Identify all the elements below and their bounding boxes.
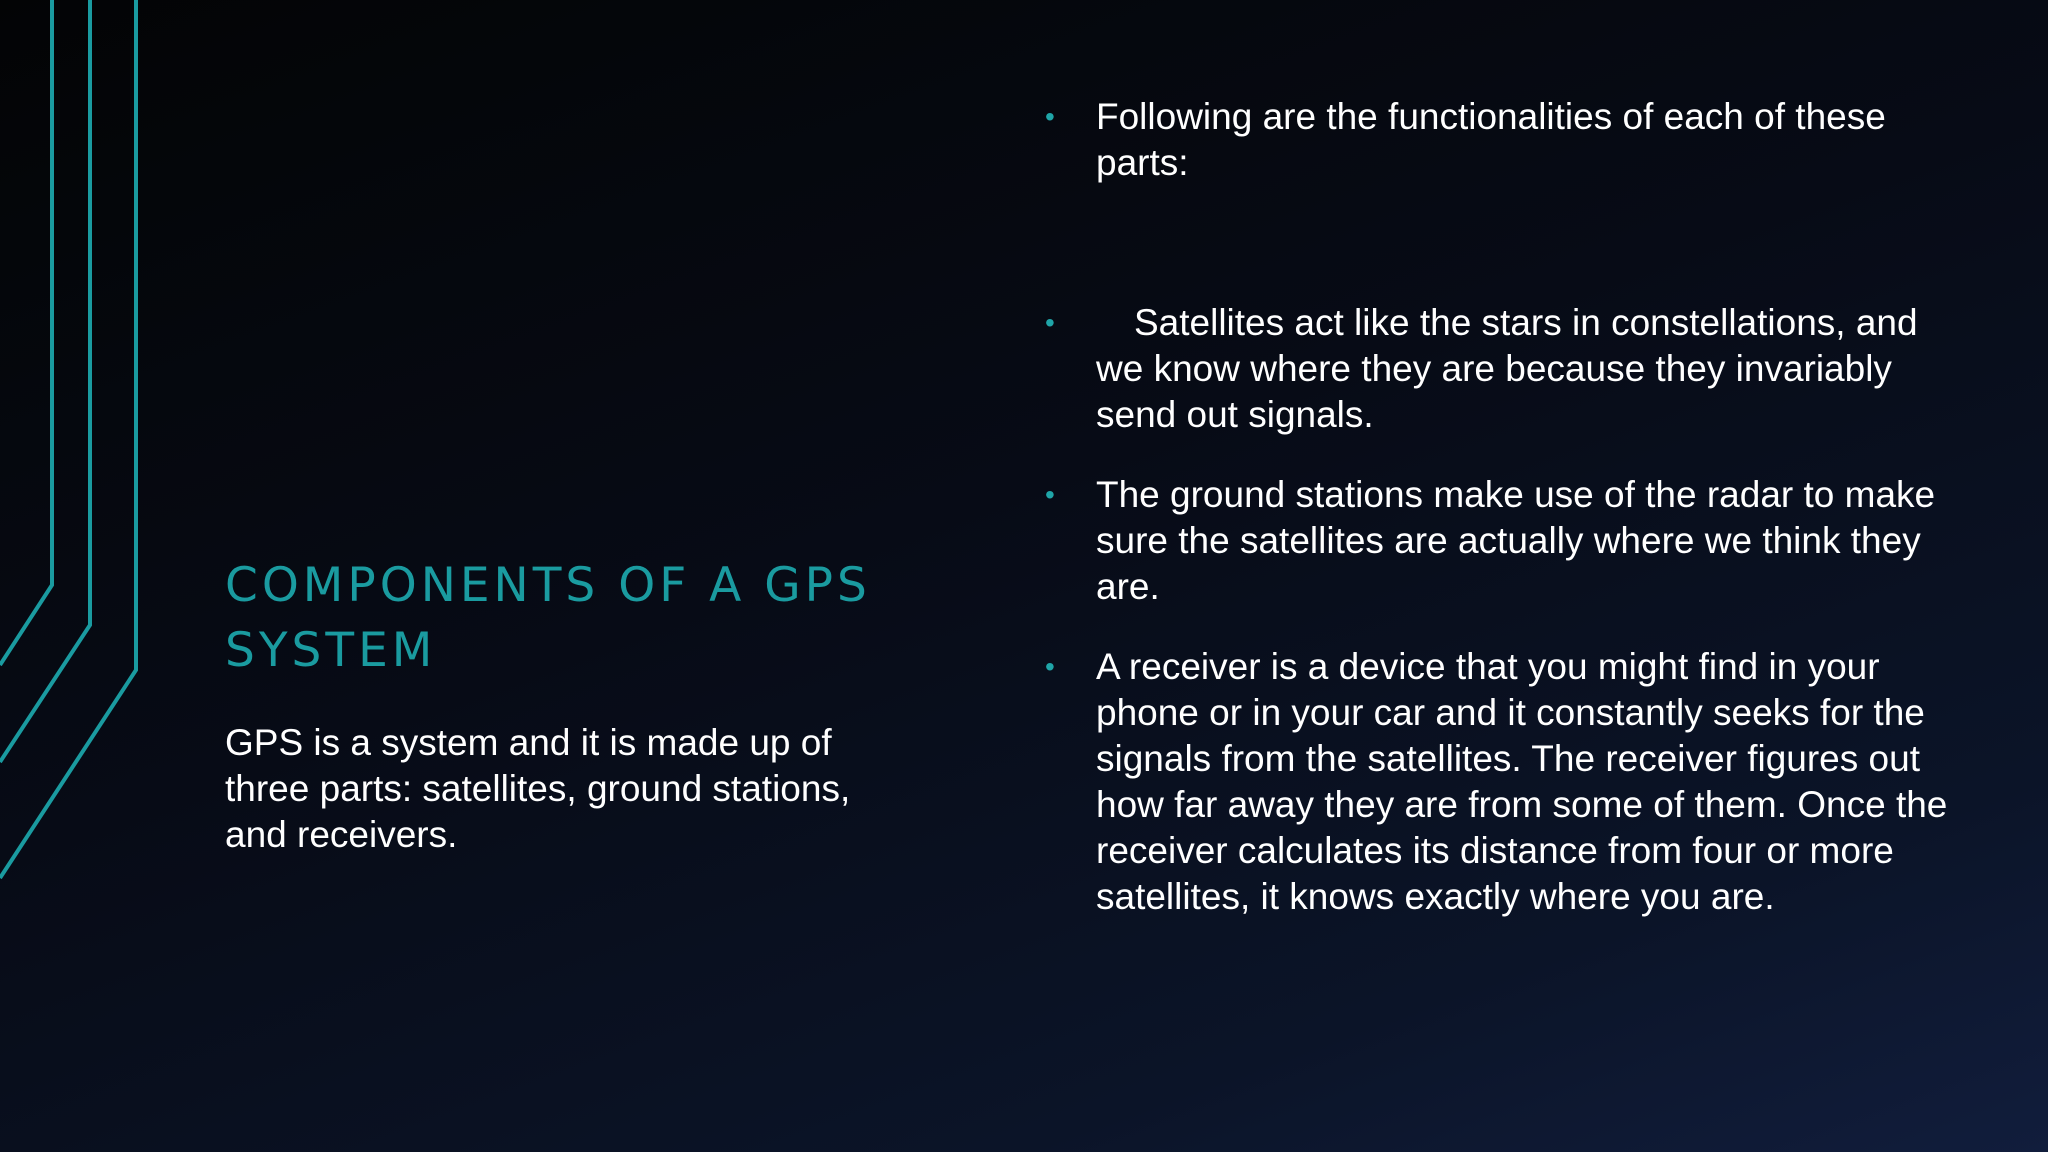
bullet-text: Satellites act like the stars in constellations, and we know where they are because they invariably send out signals. — [1096, 302, 1918, 435]
bullet-dot-icon: • — [1045, 479, 1055, 510]
bullet-dot-icon: • — [1045, 307, 1055, 338]
bullet-item — [1045, 644, 1975, 920]
bullet-item — [1045, 300, 1975, 438]
deco-line-outer — [0, 0, 136, 878]
bullet-dot-icon: • — [1045, 651, 1055, 682]
bullet-text: A receiver is a device that you might find in your phone or in your car and it constantly seeks for the signals from the satellites. The receiver figures out how far away they are from some of them. Once the receiver calculates its distance from four or more satellites, it knows exactly where you are. — [1096, 646, 1948, 917]
slide-title: COMPONENTS OF A GPS SYSTEM — [225, 558, 871, 678]
bullet-text: Following are the functionalities of each of these parts: — [1096, 96, 1886, 183]
bullet-item — [1045, 94, 1975, 186]
bullet-dot-icon: • — [1045, 101, 1055, 132]
slide-subtitle: GPS is a system and it is made up of three parts: satellites, ground stations, and receivers. — [225, 722, 851, 855]
decorative-lines — [0, 0, 160, 900]
deco-line-inner — [0, 0, 52, 665]
bullet-item — [1045, 472, 1975, 610]
bullet-text: The ground stations make use of the radar to make sure the satellites are actually where we think they are. — [1096, 474, 1936, 607]
bullet-list — [1045, 94, 1975, 920]
